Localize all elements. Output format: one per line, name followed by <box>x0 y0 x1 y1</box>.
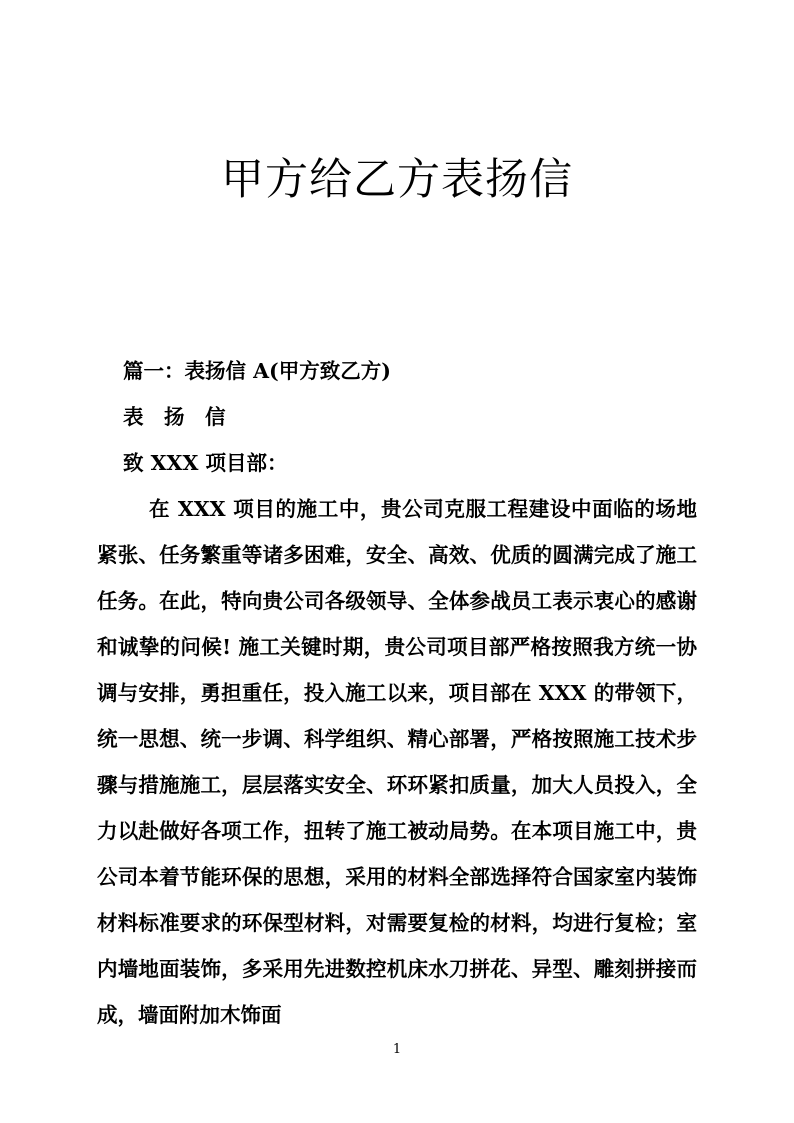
paragraph-letter-title: 表 扬 信 <box>123 405 226 429</box>
page-title: 甲方给乙方表扬信 <box>221 154 573 205</box>
paragraph-body: 在 XXX 项目的施工中，贵公司克服工程建设中面临的场地紧张、任务繁重等诸多困难，安全、高效、优质的圆满完成了施工任务。在此，特向贵公司各级领导、全体参战员工表示衷心的感谢和诚挚的问候! 施工关键时期，贵公司项目部严格按照我方统一协调与安排，勇担重任，投入施工以来，项目部在 XXX 的带领下，统一思想、统一步调、科学组织、精心部署，严格按照施工技术步骤与措施施工，层层落实安全、环环紧扣质量，加大人员投入，全力以赴做好各项工作，扭转了施工被动局势。在本项目施工中，贵公司本着节能环保的思想，采用的材料全部选择符合国家室内装饰材料标准要求的环保型材料，对需要复检的材料，均进行复检；室内墙地面装饰，多采用先进数控机床水刀拼花、异型、雕刻拼接而成，墙面附加木饰面 <box>97 497 697 1027</box>
document-body <box>97 348 697 1038</box>
paragraph-section-heading: 篇一：表扬信 A(甲方致乙方) <box>123 359 391 383</box>
page-number: 1 <box>392 1042 402 1057</box>
paragraph-salutation: 致 XXX 项目部： <box>123 451 288 475</box>
